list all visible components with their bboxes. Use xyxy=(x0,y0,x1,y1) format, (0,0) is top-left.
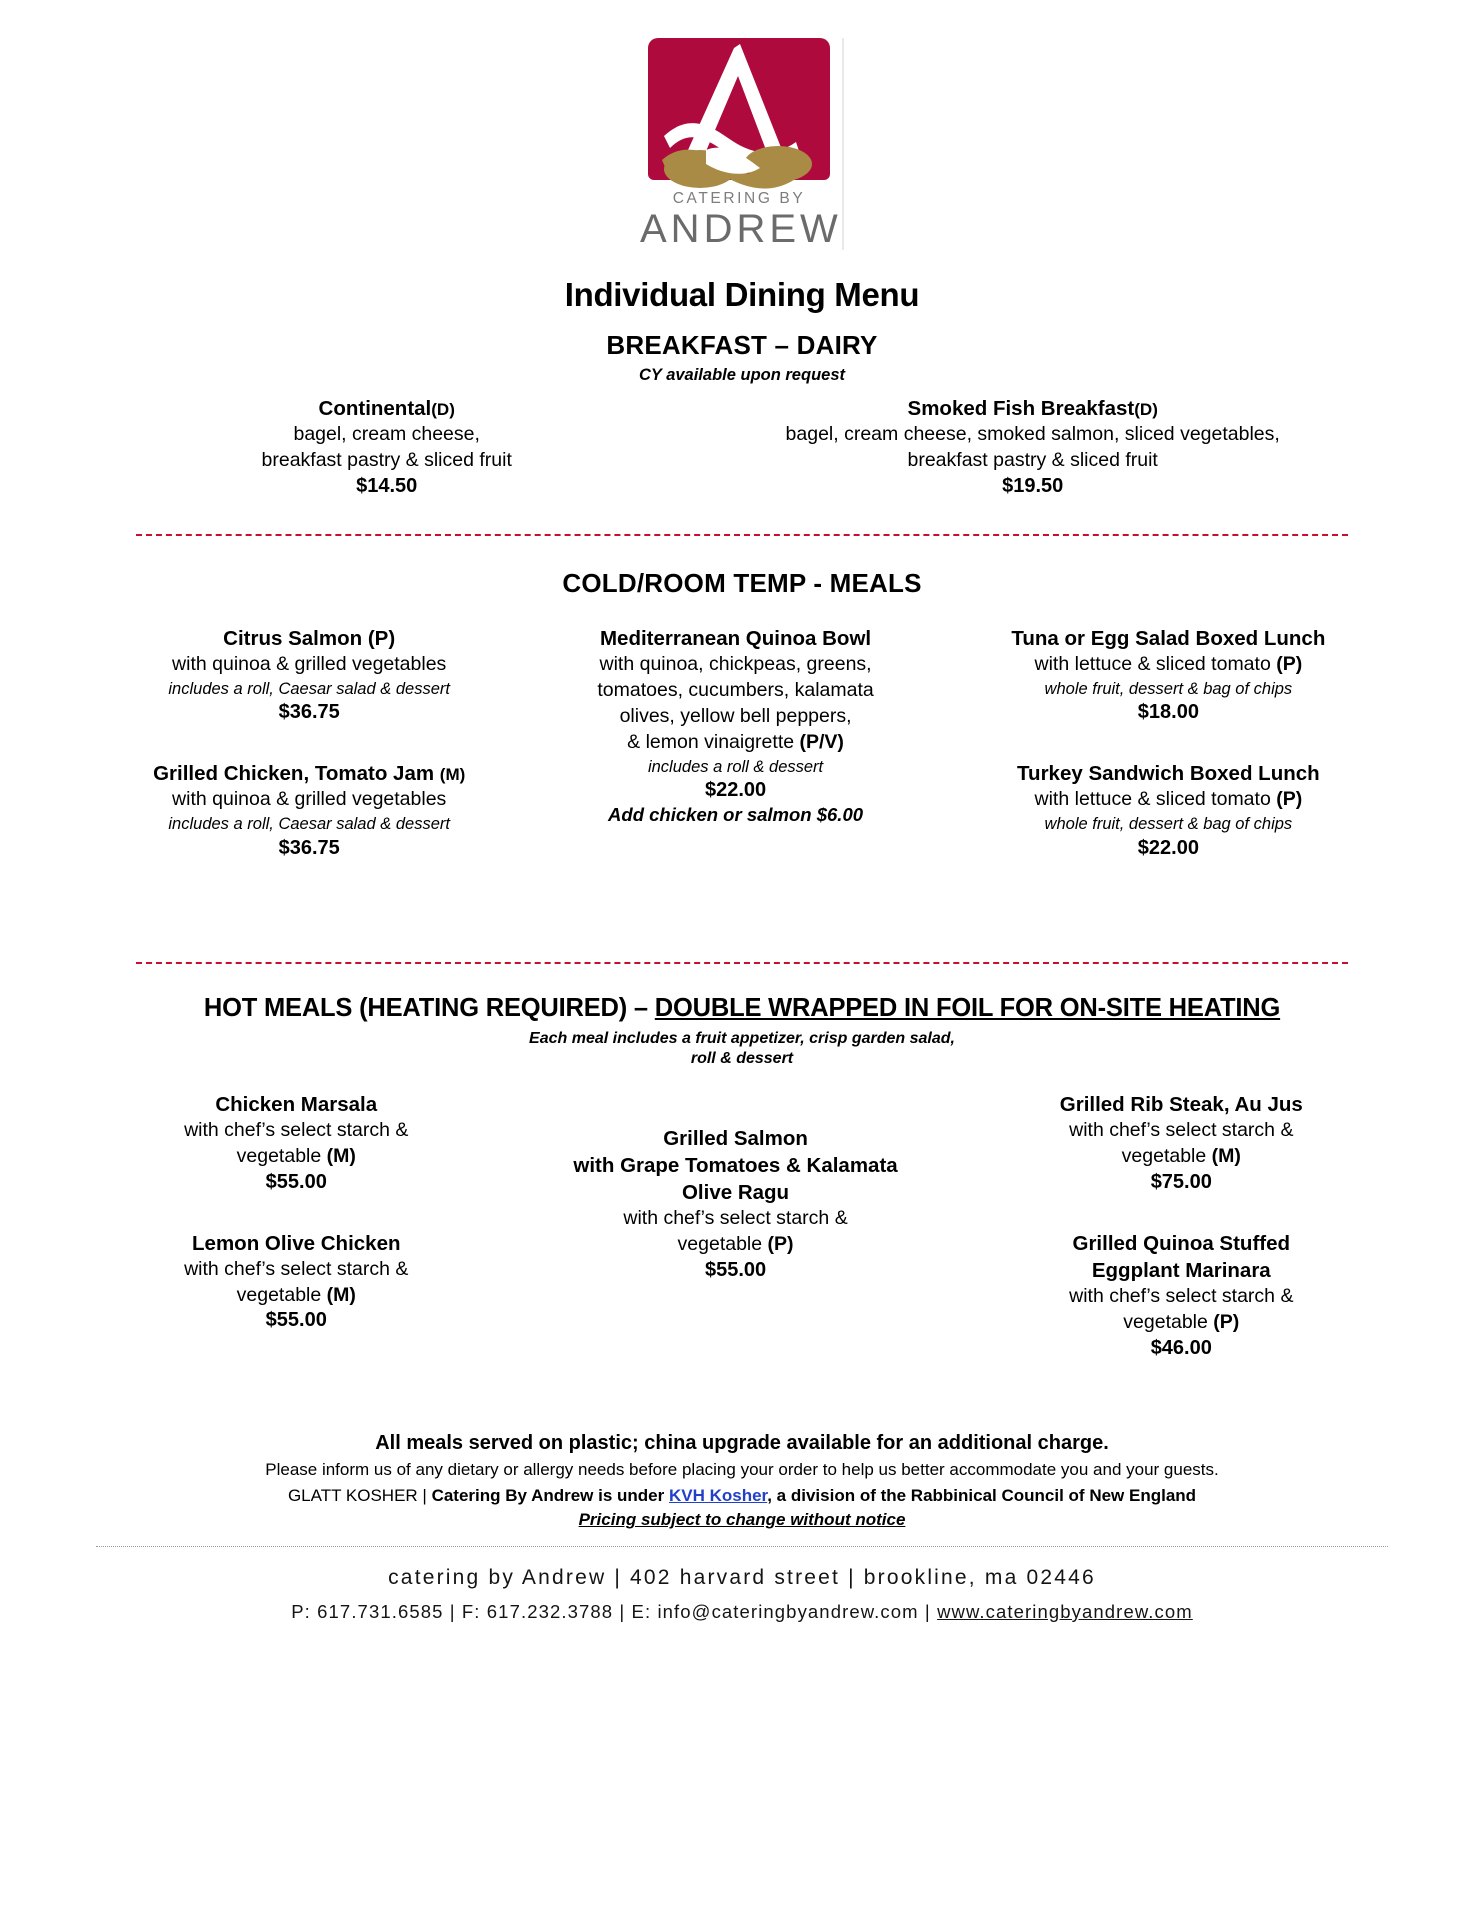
footer-divider xyxy=(96,1546,1388,1547)
hot-meals-heading-emphasis: DOUBLE WRAPPED IN FOIL FOR ON-SITE HEATING xyxy=(654,993,1281,1022)
item-desc-line: breakfast pastry & sliced fruit xyxy=(907,448,1158,471)
page-title: Individual Dining Menu xyxy=(564,276,920,313)
cold-column-right xyxy=(949,625,1388,866)
item-includes: whole fruit, dessert & bag of chips xyxy=(1044,679,1293,698)
kosher-tag: (P) xyxy=(1276,788,1303,811)
cold-column-middle xyxy=(542,625,930,832)
spacer xyxy=(96,1200,497,1230)
kosher-bold-pre: Catering By Andrew is under xyxy=(431,1486,669,1506)
item-includes: includes a roll, Caesar salad & dessert xyxy=(168,815,450,834)
item-price: $18.00 xyxy=(1137,701,1199,724)
item-desc-line: breakfast pastry & sliced fruit xyxy=(261,448,512,471)
cold-heading: COLD/ROOM TEMP - MEALS xyxy=(562,567,922,598)
kosher-tag: (P/V) xyxy=(799,730,844,753)
menu-item-lemon-olive-chicken xyxy=(96,1230,497,1333)
item-price: $14.50 xyxy=(356,474,418,497)
item-name-line: Olive Ragu xyxy=(681,1180,790,1204)
hot-column-left xyxy=(96,1091,497,1339)
menu-item-tuna-egg-salad-boxed-lunch xyxy=(949,625,1388,724)
breakfast-note: CY available upon request xyxy=(638,366,845,384)
item-desc-line: vegetable (M) xyxy=(236,1283,356,1306)
hot-column-right xyxy=(975,1091,1388,1366)
item-price: $55.00 xyxy=(704,1258,767,1281)
menu-item-grilled-quinoa-stuffed-eggplant xyxy=(975,1230,1388,1360)
page-footer xyxy=(96,1561,1388,1623)
item-name: Grilled Quinoa Stuffed xyxy=(1072,1231,1291,1255)
item-desc-line: with chef’s select starch & xyxy=(623,1206,848,1229)
kosher-tag: (P) xyxy=(1213,1310,1240,1333)
item-includes: whole fruit, dessert & bag of chips xyxy=(1044,815,1293,834)
breakfast-items xyxy=(96,395,1388,498)
item-name: Mediterranean Quinoa Bowl xyxy=(599,626,872,650)
kosher-bold-post: , a division of the Rabbinical Council of New England xyxy=(767,1486,1197,1506)
section-divider xyxy=(136,534,1348,536)
item-desc-line: with quinoa, chickpeas, greens, xyxy=(599,652,872,675)
kosher-tag: (P) xyxy=(1276,652,1303,675)
breakfast-item-smoked-fish xyxy=(677,395,1388,498)
spacer xyxy=(975,1200,1388,1230)
footer-website-link[interactable]: www.cateringbyandrew.com xyxy=(937,1601,1193,1622)
note-plastic: All meals served on plastic; china upgrade available for an additional charge. xyxy=(375,1431,1109,1454)
item-desc-line: vegetable (P) xyxy=(677,1232,794,1255)
item-desc-line: with quinoa & grilled vegetables xyxy=(172,652,447,675)
item-desc-line: with quinoa & grilled vegetables xyxy=(172,788,447,811)
menu-item-turkey-sandwich-boxed-lunch xyxy=(949,760,1388,859)
cold-items xyxy=(96,625,1388,866)
item-name: Smoked Fish Breakfast(D) xyxy=(907,397,1158,420)
item-price: $22.00 xyxy=(1137,836,1199,859)
item-name: Continental(D) xyxy=(318,397,455,420)
menu-item-citrus-salmon xyxy=(96,625,522,724)
breakfast-heading: BREAKFAST – DAIRY xyxy=(606,330,878,360)
kosher-tag: (D) xyxy=(1134,400,1158,419)
hot-note-line: Each meal includes a fruit appetizer, crisp garden salad, xyxy=(529,1029,955,1047)
breakfast-item-continental xyxy=(96,395,677,498)
item-desc-line: with chef’s select starch & xyxy=(184,1118,409,1141)
footer-address: catering by Andrew | 402 harvard street | brookline, ma 02446 xyxy=(388,1566,1096,1590)
kosher-tag: (M) xyxy=(1211,1144,1241,1167)
item-price: $36.75 xyxy=(278,836,340,859)
logo-tagline: CATERING BY xyxy=(672,190,806,207)
item-price: $22.00 xyxy=(704,779,767,802)
item-includes: includes a roll, Caesar salad & dessert xyxy=(168,679,450,698)
spacer xyxy=(96,730,522,760)
item-name: Grilled Chicken, Tomato Jam (M) xyxy=(153,762,466,786)
kosher-tag: (M) xyxy=(326,1283,356,1306)
item-price: $55.00 xyxy=(265,1170,327,1193)
footer-notes xyxy=(96,1432,1388,1531)
item-name: Citrus Salmon (P) xyxy=(223,626,396,650)
item-desc-line: vegetable (M) xyxy=(1121,1144,1241,1167)
item-add-on: Add chicken or salmon $6.00 xyxy=(608,804,864,826)
item-desc-line: tomatoes, cucumbers, kalamata xyxy=(597,678,874,701)
item-desc-line: vegetable (P) xyxy=(1123,1310,1240,1333)
logo-monogram-a-icon xyxy=(648,38,830,194)
item-desc-line: vegetable (M) xyxy=(236,1144,356,1167)
kosher-tag: (M) xyxy=(326,1144,356,1167)
item-desc-line: with chef’s select starch & xyxy=(1069,1118,1294,1141)
item-price: $55.00 xyxy=(265,1309,327,1332)
footer-contact-text: P: 617.731.6585 | F: 617.232.3788 | E: info@cateringbyandrew.com | xyxy=(291,1601,938,1622)
footer-contact xyxy=(96,1601,1388,1623)
kosher-tag: (P) xyxy=(767,1232,794,1255)
note-pricing: Pricing subject to change without notice xyxy=(578,1510,906,1530)
brand-logo xyxy=(96,0,1388,250)
item-desc-line: & lemon vinaigrette (P/V) xyxy=(627,730,844,753)
menu-item-mediterranean-quinoa-bowl xyxy=(542,625,930,826)
logo-icon xyxy=(648,38,830,194)
hot-column-middle xyxy=(522,1091,948,1288)
item-desc-line: bagel, cream cheese, xyxy=(293,423,480,446)
item-desc-line: with lettuce & sliced tomato (P) xyxy=(1034,652,1303,675)
item-desc-line: with chef’s select starch & xyxy=(1069,1284,1294,1307)
item-name: Lemon Olive Chicken xyxy=(192,1231,401,1255)
item-includes: includes a roll & dessert xyxy=(647,757,824,776)
note-kosher xyxy=(96,1485,1388,1508)
item-desc-line: bagel, cream cheese, smoked salmon, sliced vegetables, xyxy=(785,423,1280,446)
hot-note-line: roll & dessert xyxy=(690,1049,794,1067)
spacer xyxy=(949,730,1388,760)
item-name: Tuna or Egg Salad Boxed Lunch xyxy=(1011,626,1326,650)
hot-meals-heading: HOT MEALS (HEATING REQUIRED) – DOUBLE WRAPPED IN FOIL FOR ON-SITE HEATING xyxy=(203,993,1281,1022)
item-name: Chicken Marsala xyxy=(215,1092,378,1116)
menu-item-grilled-rib-steak xyxy=(975,1091,1388,1194)
item-desc-line: olives, yellow bell peppers, xyxy=(619,704,852,727)
item-price: $75.00 xyxy=(1150,1170,1212,1193)
item-desc-line: with lettuce & sliced tomato (P) xyxy=(1034,788,1303,811)
note-dietary: Please inform us of any dietary or allergy needs before placing your order to help us better accommodate you and your guests. xyxy=(265,1459,1219,1479)
glatt-kosher-label: GLATT KOSHER | xyxy=(287,1486,432,1506)
cold-column-left xyxy=(96,625,522,866)
item-desc-line: with chef’s select starch & xyxy=(184,1257,409,1280)
hot-meals-note xyxy=(96,1029,1388,1069)
item-name-line: with Grape Tomatoes & Kalamata xyxy=(573,1153,898,1177)
menu-item-grilled-chicken-tomato-jam xyxy=(96,760,522,859)
menu-item-grilled-salmon xyxy=(522,1125,948,1282)
menu-item-chicken-marsala xyxy=(96,1091,497,1194)
hot-items xyxy=(96,1091,1388,1366)
item-name-line: Eggplant Marinara xyxy=(1091,1258,1271,1282)
kosher-tag: (D) xyxy=(431,400,455,419)
kosher-tag: (M) xyxy=(439,765,466,785)
item-name: Grilled Rib Steak, Au Jus xyxy=(1059,1092,1303,1116)
item-name: Turkey Sandwich Boxed Lunch xyxy=(1017,762,1320,786)
item-name: Grilled Salmon xyxy=(663,1126,808,1150)
item-price: $46.00 xyxy=(1150,1336,1212,1359)
kvh-kosher-link[interactable]: KVH Kosher xyxy=(668,1486,768,1506)
logo-wordmark: ANDREW xyxy=(640,207,842,251)
item-price: $36.75 xyxy=(278,701,340,724)
section-divider xyxy=(136,962,1348,964)
item-price: $19.50 xyxy=(1002,474,1064,497)
